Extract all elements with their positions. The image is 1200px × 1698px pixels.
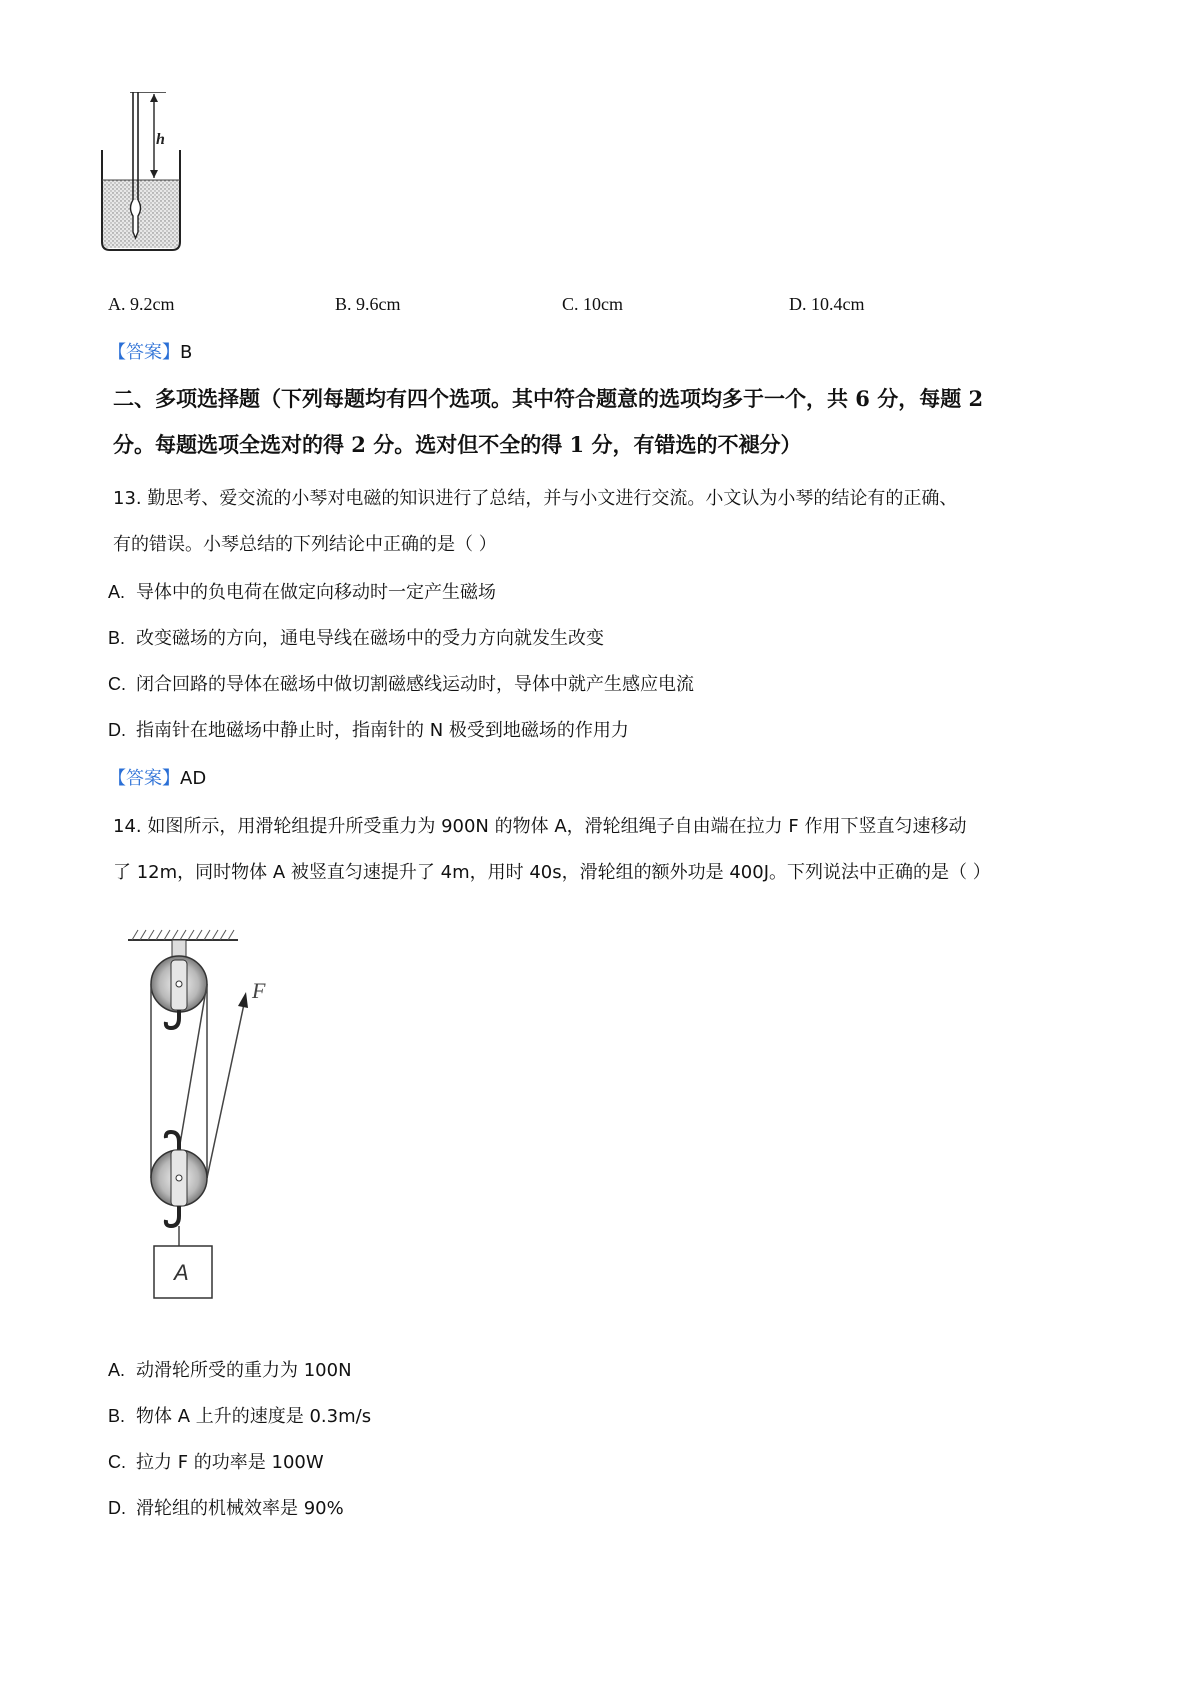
q13-answer	[108, 764, 206, 790]
q14-option-a	[108, 1356, 352, 1382]
q14-option-c	[108, 1448, 324, 1474]
q14-stem-line1: 14. 如图所示，用滑轮组提升所受重力为 900N 的物体 A，滑轮组绳子自由端在拉力 F 作用下竖直匀速移动	[113, 816, 967, 837]
q12-option-d: D. 10.4cm	[789, 294, 865, 314]
q12-option-a: A. 9.2cm	[108, 294, 175, 314]
q13-option-a	[108, 578, 496, 604]
option-label: D.	[108, 1498, 126, 1518]
option-text: 改变磁场的方向，通电导线在磁场中的受力方向就发生改变	[136, 628, 604, 649]
q13-option-c	[108, 670, 694, 696]
q13-option-b	[108, 624, 604, 650]
answer-bracket: 【答案】	[108, 768, 180, 789]
option-label: B.	[108, 628, 126, 648]
q14-option-d	[108, 1494, 344, 1520]
option-label: C.	[108, 1452, 126, 1472]
answer-value: AD	[180, 768, 207, 789]
pulley-figure	[128, 928, 318, 1308]
option-text: 物体 A 上升的速度是 0.3m/s	[136, 1406, 372, 1427]
q12-answer	[108, 338, 192, 364]
q12-options	[108, 294, 1068, 320]
option-text: 拉力 F 的功率是 100W	[136, 1452, 324, 1473]
option-label: A.	[108, 582, 126, 602]
q12-option-c: C. 10cm	[562, 294, 623, 314]
option-label: A.	[108, 1360, 126, 1380]
fig1-h-label: h	[156, 131, 165, 148]
option-label: B.	[108, 1406, 126, 1426]
answer-value: B	[180, 342, 193, 363]
answer-bracket: 【答案】	[108, 342, 180, 363]
option-text: 闭合回路的导体在磁场中做切割磁感线运动时，导体中就产生感应电流	[136, 674, 694, 695]
option-text: 动滑轮所受的重力为 100N	[136, 1360, 352, 1381]
fig2-block-label: A	[174, 1260, 189, 1285]
q13-option-d	[108, 716, 629, 742]
fig2-force-label: F	[252, 978, 266, 1003]
option-text: 指南针在地磁场中静止时，指南针的 N 极受到地磁场的作用力	[136, 720, 629, 741]
q13-stem-line2: 有的错误。小琴总结的下列结论中正确的是（ ）	[113, 534, 497, 555]
section-heading-line1: 二、多项选择题（下列每题均有四个选项。其中符合题意的选项均多于一个，共 6 分，每题 2	[113, 386, 984, 411]
beaker-figure	[100, 92, 200, 282]
q13-stem-line1: 13. 勤思考、爱交流的小琴对电磁的知识进行了总结，并与小文进行交流。小文认为小琴的结论有的正确、	[113, 488, 958, 509]
option-text: 滑轮组的机械效率是 90%	[136, 1498, 344, 1519]
option-label: C.	[108, 674, 126, 694]
q12-option-b: B. 9.6cm	[335, 294, 401, 314]
option-label: D.	[108, 720, 126, 740]
q14-stem-line2: 了 12m，同时物体 A 被竖直匀速提升了 4m，用时 40s，滑轮组的额外功是 400J。下列说法中正确的是（ ）	[113, 862, 991, 883]
section-heading-line2: 分。每题选项全选对的得 2 分。选对但不全的得 1 分，有错选的不褪分）	[113, 432, 802, 457]
q14-option-b	[108, 1402, 371, 1428]
option-text: 导体中的负电荷在做定向移动时一定产生磁场	[136, 582, 496, 603]
